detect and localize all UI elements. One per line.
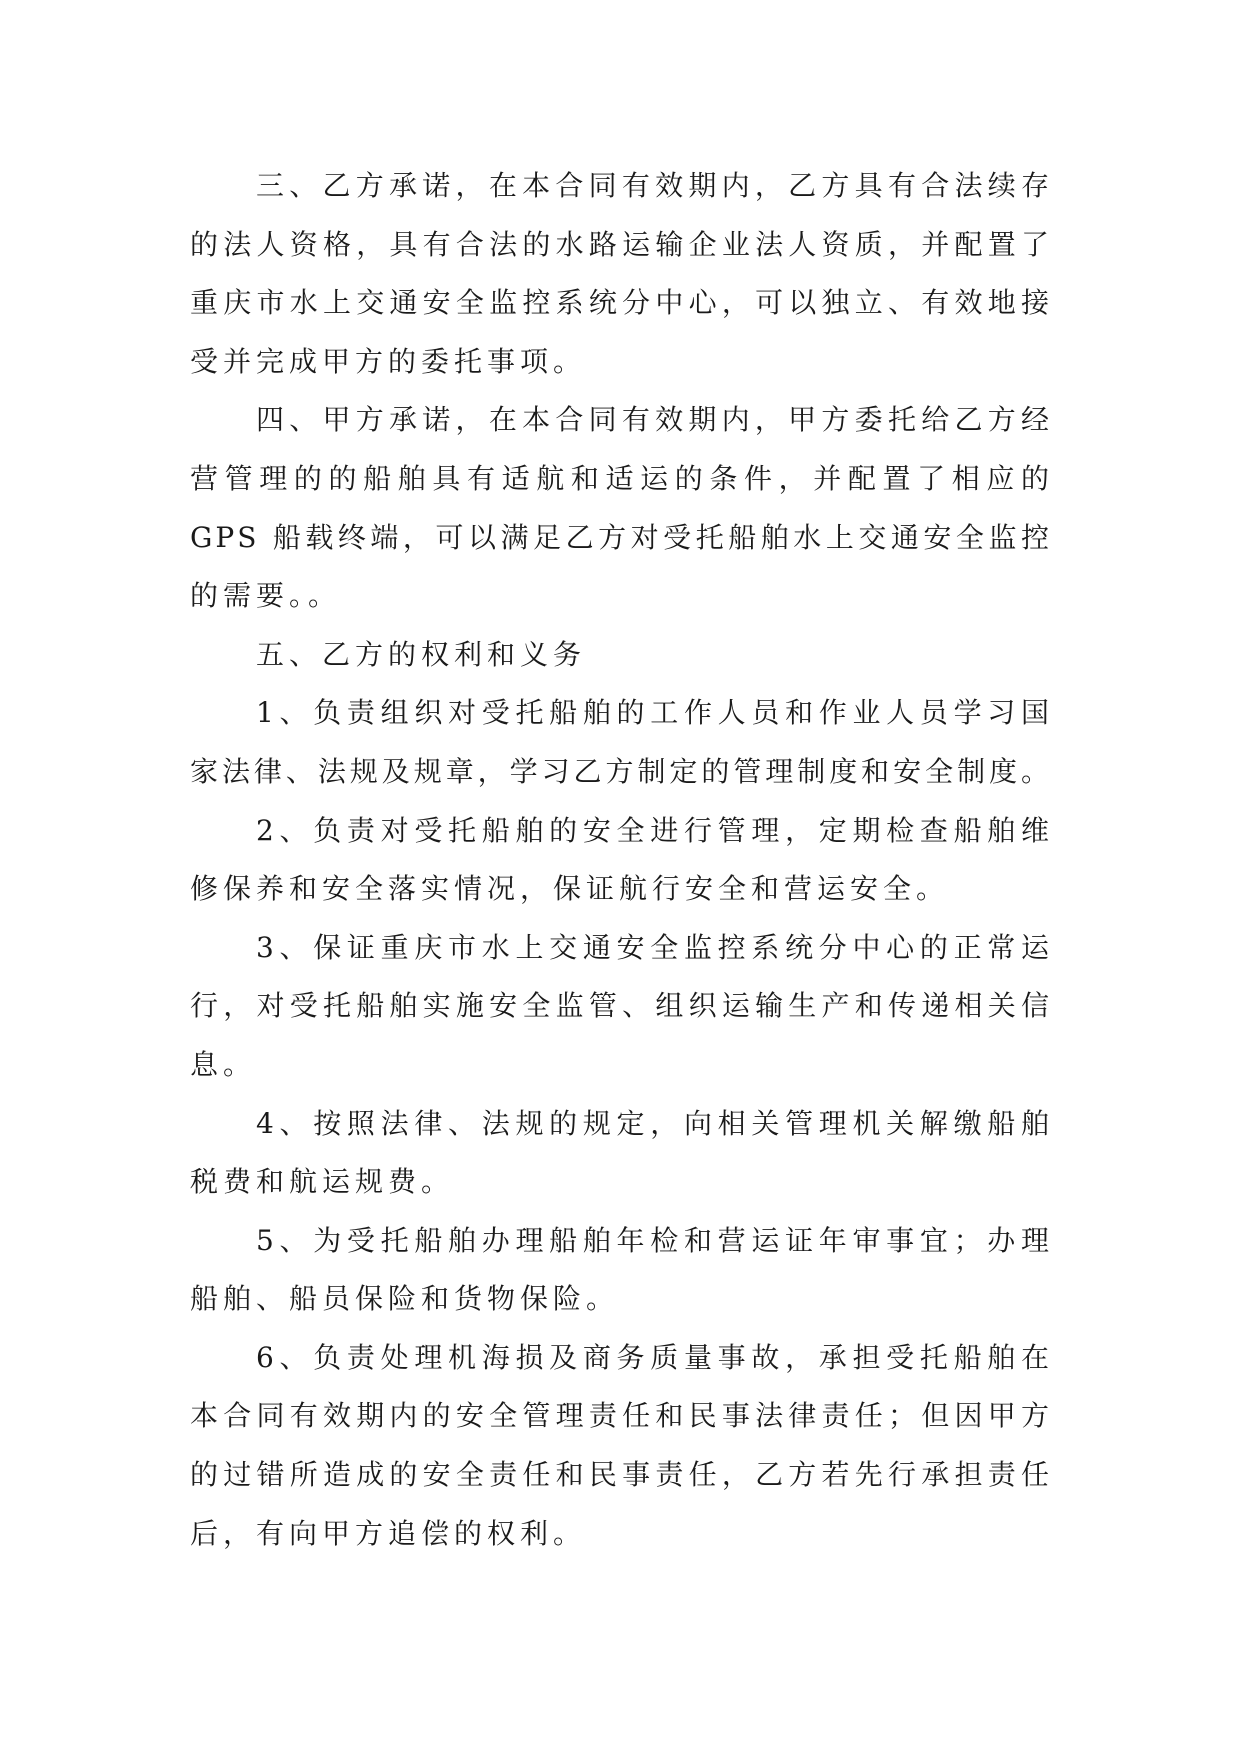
- text-line: 后，有向甲方追偿的权利。: [190, 1516, 587, 1550]
- text-line: 息。: [190, 1047, 257, 1081]
- paragraph-clause-4: [190, 391, 1052, 625]
- paragraph-clause-3: [190, 157, 1052, 391]
- text-line: 受并完成甲方的委托事项。: [190, 344, 587, 378]
- text-line: 3、保证重庆市水上交通安全监控系统分中心的正常运: [256, 930, 1052, 964]
- list-item-5: [190, 1212, 1052, 1329]
- list-item-4: [190, 1095, 1052, 1212]
- text-line: 6、负责处理机海损及商务质量事故，承担受托船舶在: [256, 1340, 1052, 1374]
- section-heading-rights-obligations: [190, 626, 1052, 685]
- text-line: 1、负责组织对受托船舶的工作人员和作业人员学习国: [256, 696, 1052, 730]
- list-item-6: [190, 1329, 1052, 1563]
- text-line: 营管理的的船舶具有适航和适运的条件，并配置了相应的: [190, 461, 1052, 495]
- text-line: GPS 船载终端，可以满足乙方对受托船舶水上交通安全监控: [190, 520, 1052, 554]
- text-line: 的需要。。: [190, 579, 342, 613]
- text-line: 船舶、船员保险和货物保险。: [190, 1282, 620, 1316]
- text-line: 四、甲方承诺，在本合同有效期内，甲方委托给乙方经: [256, 403, 1052, 437]
- text-line: 5、为受托船舶办理船舶年检和营运证年审事宜；办理: [256, 1223, 1052, 1257]
- text-line: 本合同有效期内的安全管理责任和民事法律责任；但因甲方: [190, 1399, 1052, 1433]
- list-item-1: [190, 684, 1052, 801]
- text-line: 4、按照法律、法规的规定，向相关管理机关解缴船舶: [256, 1106, 1052, 1140]
- document-body: [190, 157, 1052, 1563]
- text-line: 修保养和安全落实情况，保证航行安全和营运安全。: [190, 872, 950, 906]
- text-line: 重庆市水上交通安全监控系统分中心，可以独立、有效地接: [190, 286, 1052, 320]
- text-line: 行，对受托船舶实施安全监管、组织运输生产和传递相关信: [190, 989, 1052, 1023]
- text-line: 2、负责对受托船舶的安全进行管理，定期检查船舶维: [256, 813, 1052, 847]
- text-line: 税费和航运规费。: [190, 1165, 455, 1199]
- text-line: 五、乙方的权利和义务: [256, 637, 587, 671]
- text-line: 家法律、法规及规章，学习乙方制定的管理制度和安全制度。: [190, 754, 1052, 788]
- list-item-3: [190, 919, 1052, 1095]
- text-line: 的法人资格，具有合法的水路运输企业法人资质，并配置了: [190, 227, 1052, 261]
- list-item-2: [190, 802, 1052, 919]
- text-line: 的过错所造成的安全责任和民事责任，乙方若先行承担责任: [190, 1458, 1052, 1492]
- text-line: 三、乙方承诺，在本合同有效期内，乙方具有合法续存: [256, 169, 1052, 202]
